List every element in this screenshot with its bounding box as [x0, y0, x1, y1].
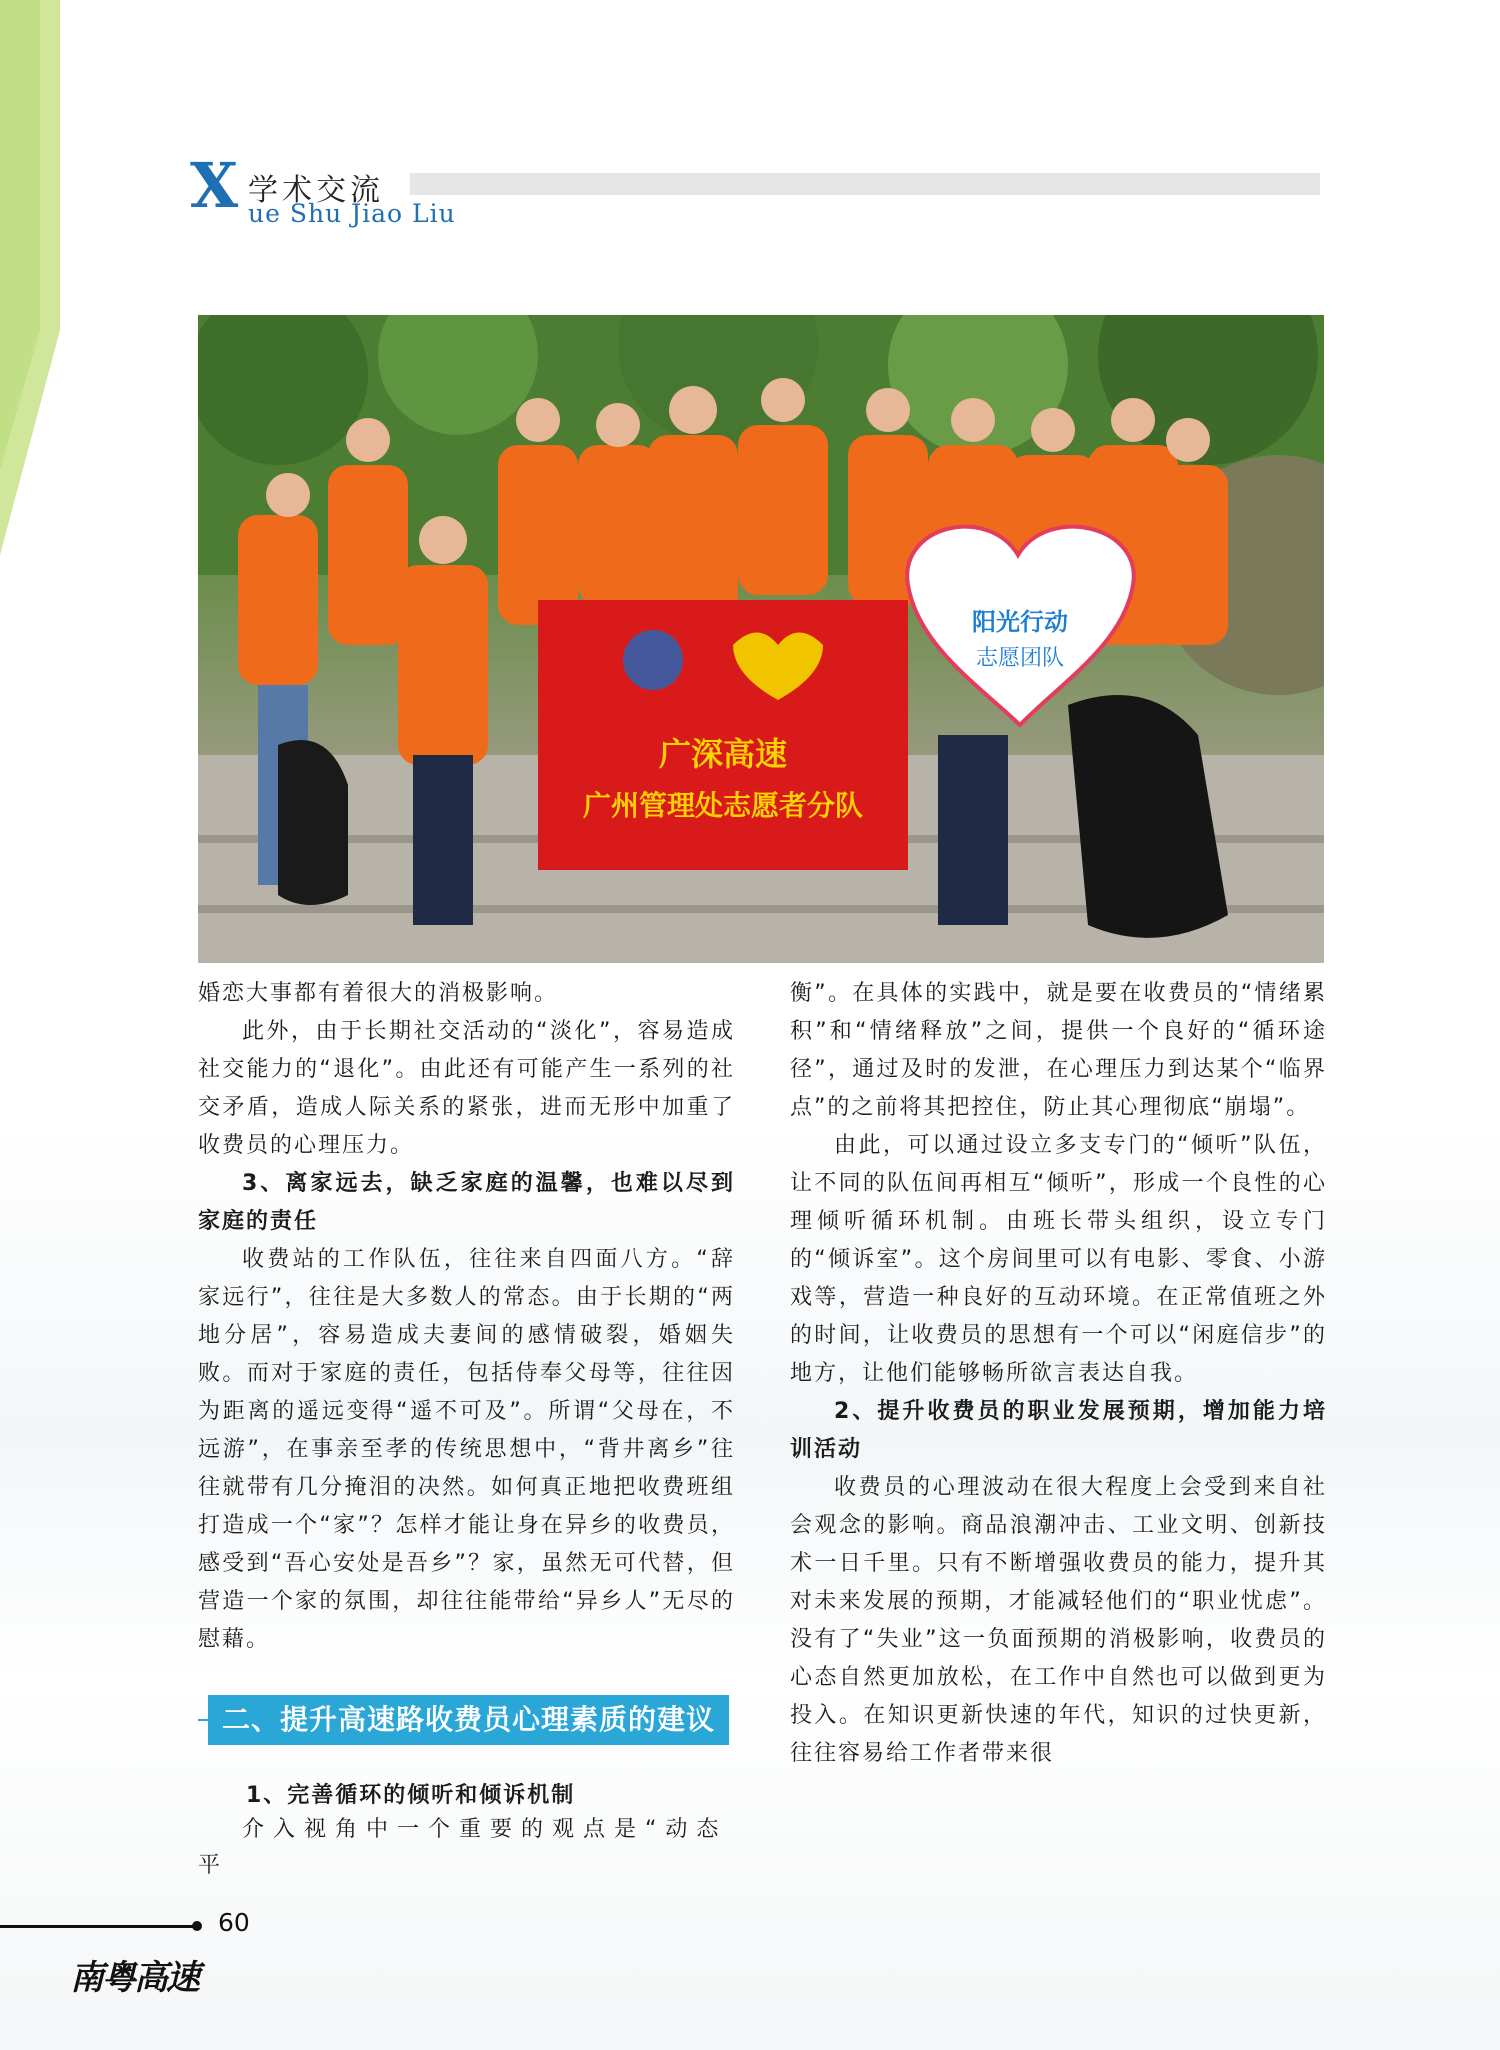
subheading: 1、完善循环的倾听和倾诉机制: [246, 1783, 576, 1808]
right-column: [790, 975, 1327, 1773]
footer-dot: [192, 1921, 202, 1931]
banner-text-2: 广州管理处志愿者分队: [582, 789, 864, 822]
section-header: [190, 149, 1320, 235]
paragraph: 介入视角中一个重要的观点是“动态平: [198, 1817, 728, 1878]
magazine-logo: 南粤高速: [70, 1958, 198, 1998]
header-x-letter: X: [190, 149, 239, 222]
heart-sign-text-2: 志愿团队: [975, 646, 1065, 671]
header-bar: [410, 173, 1320, 195]
header-chinese-title: 学术交流: [248, 173, 384, 208]
subheading: 2、提升收费员的职业发展预期，增加能力培训活动: [790, 1399, 1327, 1462]
paragraph: 收费员的心理波动在很大程度上会受到来自社会观念的影响。商品浪潮冲击、工业文明、创新技术一日千里。只有不断增强收费员的能力，提升其对未来发展的预期，才能减轻他们的“职业忧虑”。没有了“失业”这一负面预期的消极影响，收费员的心态自然更加放松，在工作中自然也可以做到更为投入。在知识更新快速的年代，知识的过快更新，往往容易给工作者带来很: [790, 1475, 1327, 1766]
heart-sign-text-1: 阳光行动: [972, 608, 1068, 636]
paragraph: 由此，可以通过设立多支专门的“倾听”队伍，让不同的队伍间再相互“倾听”，形成一个良性的心理倾听循环机制。由班长带头组织，设立专门的“倾诉室”。这个房间里可以有电影、零食、小游戏等，营造一种良好的互动环境。在正常值班之外的时间，让收费员的思想有一个可以“闲庭信步”的地方，让他们能够畅所欲言表达自我。: [790, 1133, 1327, 1386]
section-title: 二、提升高速路收费员心理素质的建议: [208, 1695, 729, 1745]
footer-rule: [0, 1925, 196, 1928]
header-pinyin-title: ue Shu Jiao Liu: [248, 199, 456, 228]
subheading: 3、离家远去，缺乏家庭的温馨，也难以尽到家庭的责任: [198, 1171, 735, 1234]
page-number: 60: [218, 1908, 250, 1937]
paragraph: 收费站的工作队伍，往往来自四面八方。“辞家远行”，往往是大多数人的常态。由于长期的“两地分居”，容易造成夫妻间的感情破裂，婚姻失败。而对于家庭的责任，包括侍奉父母等，往往因为距离的遥远变得“遥不可及”。所谓“父母在，不远游”，在事亲至孝的传统思想中，“背井离乡”往往就带有几分掩泪的决然。如何真正地把收费班组打造成一个“家”？怎样才能让身在异乡的收费员，感受到“吾心安处是吾乡”？家，虽然无可代替，但营造一个家的氛围，却往往能带给“异乡人”无尽的慰藉。: [198, 1247, 735, 1652]
group-photo: [198, 315, 1324, 963]
banner-text-1: 广深高速: [658, 735, 788, 773]
paragraph: 此外，由于长期社交活动的“淡化”，容易造成社交能力的“退化”。由此还有可能产生一系列的社交矛盾，造成人际关系的紧张，进而无形中加重了收费员的心理压力。: [198, 1019, 735, 1158]
paragraph: 婚恋大事都有着很大的消极影响。: [198, 981, 559, 1006]
green-corner-decoration: [0, 0, 60, 560]
paragraph: 衡”。在具体的实践中，就是要在收费员的“情绪累积”和“情绪释放”之间，提供一个良好的“循环途径”，通过及时的发泄，在心理压力到达某个“临界点”的之前将其把控住，防止其心理彻底“崩塌”。: [790, 981, 1327, 1120]
left-column: [198, 975, 735, 1659]
